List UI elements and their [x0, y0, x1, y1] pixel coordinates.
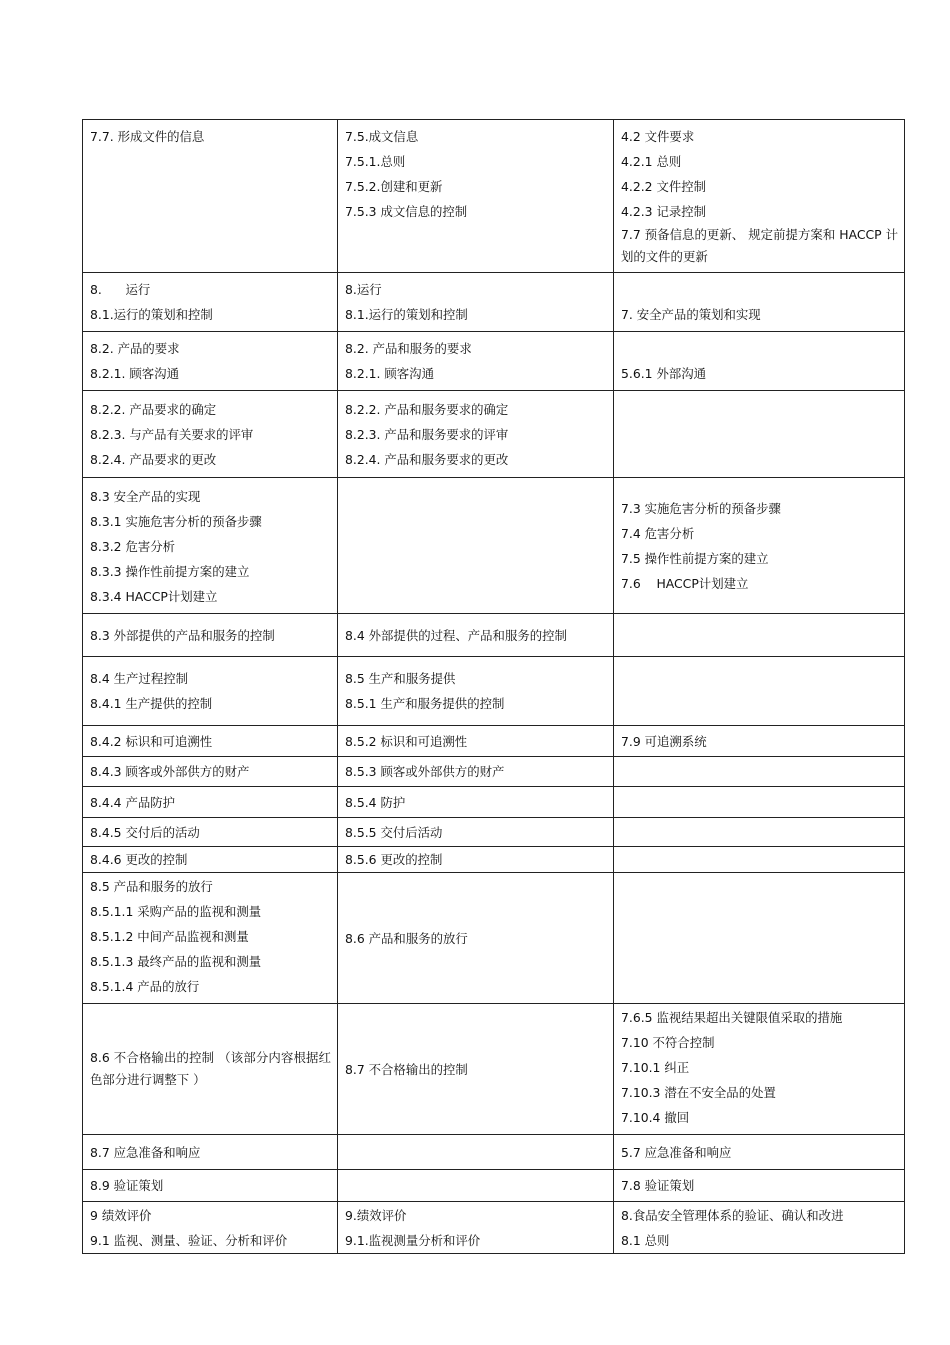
table-row [83, 332, 905, 391]
clause-line: 8.3 外部提供的产品和服务的控制 [90, 627, 275, 643]
clause-line: 7.5 操作性前提方案的建立 [621, 551, 769, 566]
table-row [83, 120, 905, 273]
clause-line: 9.绩效评价 [345, 1208, 407, 1223]
clause-line: 4.2 文件要求 [621, 129, 695, 144]
table-row [83, 478, 905, 614]
clause-line: 8.6 不合格输出的控制 （该部分内容根据红色部分进行调整下 ） [90, 1050, 331, 1087]
clause-line: 8.3.3 操作性前提方案的建立 [90, 564, 250, 579]
clause-line: 8.食品安全管理体系的验证、确认和改进 [621, 1208, 844, 1223]
clause-line: 8.5.1.3 最终产品的监视和测量 [90, 954, 262, 969]
clause-line: 8.2.1. 顾客沟通 [345, 366, 434, 381]
iso22000-2018-cell [83, 757, 338, 787]
clause-line: 8.4.3 顾客或外部供方的财产 [90, 764, 250, 779]
iso22000-2018-cell [83, 332, 338, 391]
iso22000-2005-cell [614, 1135, 905, 1170]
iso9001-2015-cell [338, 1202, 614, 1254]
clause-line: 7.4 危害分析 [621, 526, 695, 541]
clause-line: 8.4.6 更改的控制 [90, 852, 188, 867]
clause-line: 8.5.4 防护 [345, 794, 406, 810]
clause-line: 8.6 产品和服务的放行 [345, 930, 468, 946]
clause-line: 7.10.3 潜在不安全品的处置 [621, 1085, 776, 1100]
clause-line: 8.2.1. 顾客沟通 [90, 366, 179, 381]
iso9001-2015-cell [338, 818, 614, 847]
clause-line: 8.2. 产品和服务的要求 [345, 341, 472, 356]
iso9001-2015-cell [338, 1170, 614, 1202]
clause-line: 8.4 外部提供的过程、产品和服务的控制 [345, 627, 567, 643]
table-row [83, 847, 905, 873]
clause-line: 8.5 产品和服务的放行 [90, 879, 213, 894]
iso22000-2005-cell [614, 273, 905, 332]
clause-line: 8.3.4 HACCP计划建立 [90, 589, 218, 604]
clause-line: 7.7 预备信息的更新、 规定前提方案和 HACCP 计划的文件的更新 [621, 227, 898, 264]
iso9001-2015-cell [338, 726, 614, 757]
iso9001-2015-cell [338, 1004, 614, 1135]
iso22000-2018-cell [83, 478, 338, 614]
clause-line: 7.3 实施危害分析的预备步骤 [621, 501, 781, 516]
iso9001-2015-cell [338, 873, 614, 1004]
clause-line: 5.6.1 外部沟通 [621, 366, 707, 381]
iso22000-2018-cell [83, 1004, 338, 1135]
clause-line: 7.8 验证策划 [621, 1178, 695, 1193]
iso22000-2005-cell [614, 391, 905, 478]
clause-line: 8.4 生产过程控制 [90, 671, 188, 686]
clause-line: 7.10 不符合控制 [621, 1035, 715, 1050]
iso22000-2005-cell [614, 120, 905, 273]
clause-line: 8.5.1.2 中间产品监视和测量 [90, 929, 249, 944]
clause-line: 7.10.4 撤回 [621, 1110, 690, 1125]
clause-line: 8.2.2. 产品要求的确定 [90, 402, 217, 417]
clause-line: 8.4.2 标识和可追溯性 [90, 733, 213, 749]
clause-line: 7.10.1 纠正 [621, 1060, 690, 1075]
iso9001-2015-cell [338, 273, 614, 332]
clause-line: 7.5.2.创建和更新 [345, 179, 443, 194]
clause-line: 8.2.2. 产品和服务要求的确定 [345, 402, 509, 417]
clause-line: 8.2.3. 产品和服务要求的评审 [345, 427, 509, 442]
clause-line: 9.1 监视、测量、验证、分析和评价 [90, 1233, 288, 1248]
clause-line: 5.7 应急准备和响应 [621, 1144, 732, 1160]
iso9001-2015-cell [338, 757, 614, 787]
iso22000-2018-cell [83, 873, 338, 1004]
iso22000-2018-cell [83, 847, 338, 873]
clause-line: 8.4.5 交付后的活动 [90, 824, 200, 840]
iso9001-2015-cell [338, 391, 614, 478]
iso22000-2018-cell [83, 1135, 338, 1170]
clause-line: 8.7 不合格输出的控制 [345, 1061, 468, 1077]
iso9001-2015-cell [338, 657, 614, 726]
iso9001-2015-cell [338, 120, 614, 273]
iso22000-2005-cell [614, 657, 905, 726]
iso22000-2005-cell [614, 478, 905, 614]
clause-line: 4.2.3 记录控制 [621, 204, 707, 219]
table-row [83, 757, 905, 787]
clause-line: 8.3.2 危害分析 [90, 539, 176, 554]
table-row [83, 391, 905, 478]
clause-line: 4.2.2 文件控制 [621, 179, 707, 194]
iso22000-2018-cell [83, 391, 338, 478]
clause-line: 9 绩效评价 [90, 1208, 152, 1223]
iso22000-2018-cell [83, 120, 338, 273]
iso22000-2018-cell [83, 787, 338, 818]
iso9001-2015-cell [338, 614, 614, 657]
iso22000-2005-cell [614, 757, 905, 787]
iso22000-2018-cell [83, 1202, 338, 1254]
clause-line: 8.2.4. 产品和服务要求的更改 [345, 452, 509, 467]
clause-line: 8.1 总则 [621, 1233, 670, 1248]
table-row [83, 787, 905, 818]
iso22000-2005-cell [614, 873, 905, 1004]
iso22000-2018-cell [83, 657, 338, 726]
table-row [83, 1170, 905, 1202]
clause-line: 8.5.1 生产和服务提供的控制 [345, 696, 505, 711]
clause-line: 8.9 验证策划 [90, 1178, 164, 1193]
clause-line: 7.6.5 监视结果超出关键限值采取的措施 [621, 1010, 843, 1025]
table-row [83, 273, 905, 332]
clause-line: 8.5.2 标识和可追溯性 [345, 733, 468, 749]
clause-line: 8.5.1.1 采购产品的监视和测量 [90, 904, 262, 919]
iso22000-2018-cell [83, 1170, 338, 1202]
clause-line: 8. 运行 [90, 282, 151, 297]
clause-line: 8.1.运行的策划和控制 [345, 307, 468, 322]
iso22000-2005-cell [614, 726, 905, 757]
table-row [83, 1004, 905, 1135]
iso22000-2005-cell [614, 332, 905, 391]
table-row [83, 1202, 905, 1254]
clause-line: 8.7 应急准备和响应 [90, 1144, 201, 1160]
clause-line: 7.5.1.总则 [345, 154, 406, 169]
clause-line: 7. 安全产品的策划和实现 [621, 307, 761, 322]
clause-line: 7.5.成文信息 [345, 129, 419, 144]
table-row [83, 818, 905, 847]
iso22000-2018-cell [83, 726, 338, 757]
clause-line: 8.2. 产品的要求 [90, 341, 180, 356]
clause-line: 8.5.6 更改的控制 [345, 852, 443, 867]
clause-line: 8.4.1 生产提供的控制 [90, 696, 213, 711]
iso22000-2018-cell [83, 614, 338, 657]
iso22000-2005-cell [614, 787, 905, 818]
table-row [83, 1135, 905, 1170]
table-row [83, 657, 905, 726]
iso9001-2015-cell [338, 847, 614, 873]
iso22000-2005-cell [614, 847, 905, 873]
clause-line: 9.1.监视测量分析和评价 [345, 1233, 481, 1248]
clause-line: 8.5.1.4 产品的放行 [90, 979, 200, 994]
clause-line: 8.5 生产和服务提供 [345, 671, 456, 686]
iso22000-2005-cell [614, 1170, 905, 1202]
iso22000-2005-cell [614, 1202, 905, 1254]
table-row [83, 726, 905, 757]
iso22000-2005-cell [614, 614, 905, 657]
iso22000-2018-cell [83, 273, 338, 332]
clause-line: 7.7. 形成文件的信息 [90, 129, 205, 144]
clause-line: 8.3.1 实施危害分析的预备步骤 [90, 514, 262, 529]
clause-line: 8.2.3. 与产品有关要求的评审 [90, 427, 254, 442]
clause-line: 8.5.5 交付后活动 [345, 824, 443, 840]
iso22000-2018-cell [83, 818, 338, 847]
clause-line: 8.运行 [345, 282, 382, 297]
iso9001-2015-cell [338, 332, 614, 391]
iso22000-2005-cell [614, 818, 905, 847]
clause-line: 7.5.3 成文信息的控制 [345, 204, 468, 219]
clause-line: 8.4.4 产品防护 [90, 794, 176, 810]
table-row [83, 873, 905, 1004]
iso9001-2015-cell [338, 787, 614, 818]
clause-line: 4.2.1 总则 [621, 154, 682, 169]
table-row [83, 614, 905, 657]
clause-line: 7.9 可追溯系统 [621, 733, 707, 749]
iso22000-2005-cell [614, 1004, 905, 1135]
clause-line: 7.6 HACCP计划建立 [621, 576, 749, 591]
clause-line: 8.5.3 顾客或外部供方的财产 [345, 764, 505, 779]
iso9001-2015-cell [338, 1135, 614, 1170]
clause-line: 8.2.4. 产品要求的更改 [90, 452, 217, 467]
iso9001-2015-cell [338, 478, 614, 614]
clause-line: 8.1.运行的策划和控制 [90, 307, 213, 322]
clause-line: 8.3 安全产品的实现 [90, 489, 201, 504]
clause-comparison-table [82, 119, 905, 1254]
